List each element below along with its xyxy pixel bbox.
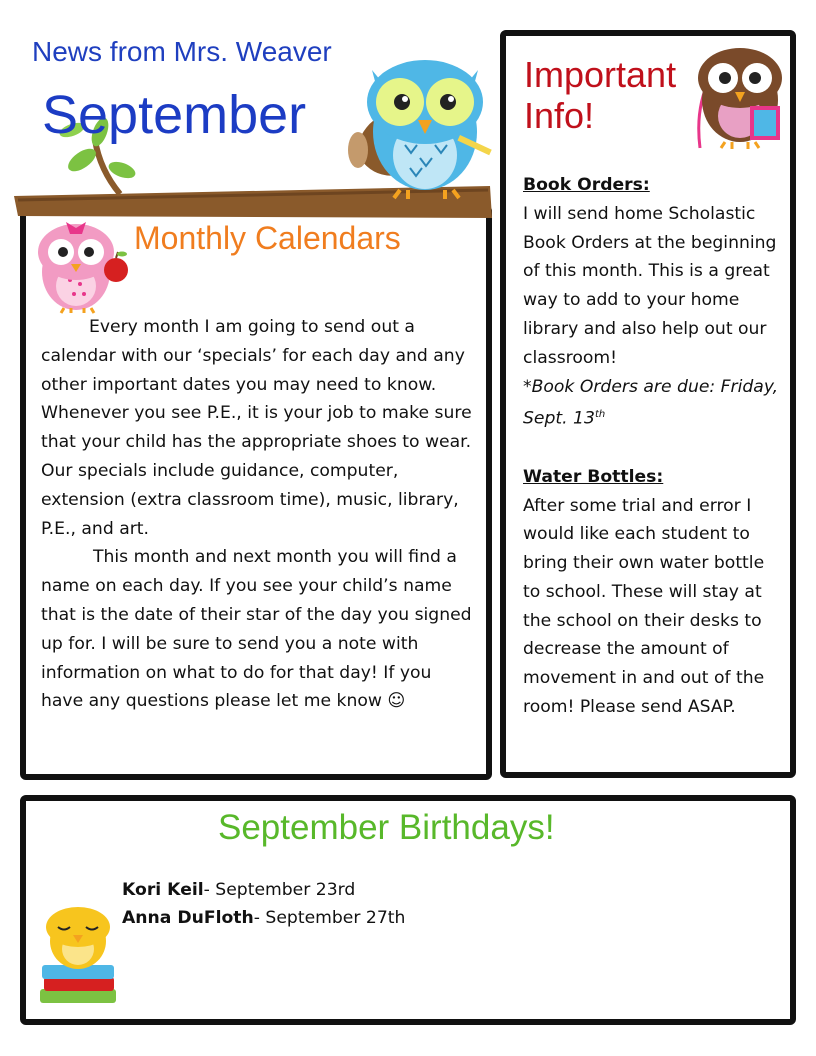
monthly-calendars-heading: Monthly Calendars: [134, 220, 401, 256]
brown-owl-illustration: [690, 38, 790, 150]
birthday-date: - September 23rd: [203, 880, 356, 900]
birthday-entry: [122, 904, 405, 932]
book-orders-due-date: [523, 373, 785, 434]
calendars-paragraph-1: Every month I am going to send out a calendar with our ‘specials’ for each day and any other important dates you may need to know. Whenever you see P.E., it is your job to make sure that your child has the appropriate shoes to wear. Our specials include guidance, computer, extension (extra classroom time), music, library, P.E., and art.: [41, 317, 472, 539]
calendars-paragraph-2: This month and next month you will find a name on each day. If you see your child’s name that is the date of their star of the day you signed up for. I will be sure to send you a note with information on what to do for that day! If you have any questions please let me know ☺: [41, 547, 472, 712]
water-bottles-heading: Water Bottles:: [523, 466, 664, 487]
birthday-name: Anna DuFloth: [122, 908, 254, 928]
book-orders-due-suffix: th: [594, 409, 606, 421]
book-orders-text: I will send home Scholastic Book Orders at the beginning of this month. This is a great way to add to your home library and also help out our classroom!: [523, 203, 777, 368]
important-info-body: [523, 171, 785, 722]
water-bottles-text: After some trial and error I would like each student to bring their own water bottle to school. These will stay at the school on their desks to decrease the amount of movement in and out of the room! Please send ASAP.: [523, 495, 765, 718]
birthday-name: Kori Keil: [122, 880, 204, 900]
newsletter-month-title: September: [42, 85, 307, 145]
birthday-date: - September 27th: [253, 908, 406, 928]
birthdays-heading: September Birthdays!: [218, 808, 555, 847]
monthly-calendars-body: [41, 313, 476, 716]
birthday-list: [122, 876, 405, 932]
blue-owl-illustration: [350, 40, 500, 200]
important-info-heading-line-1: Important: [524, 54, 677, 95]
important-info-heading-line-2: Info!: [524, 95, 595, 137]
book-orders-due-text: *Book Orders are due: Friday, Sept. 13: [523, 376, 779, 430]
yellow-owl-on-books-illustration: [36, 905, 122, 1015]
pink-owl-illustration: [36, 214, 132, 314]
book-orders-heading: Book Orders:: [523, 175, 650, 195]
important-info-heading: [524, 54, 676, 137]
birthday-entry: [122, 876, 405, 904]
newsletter-from-line: News from Mrs. Weaver: [32, 36, 332, 67]
